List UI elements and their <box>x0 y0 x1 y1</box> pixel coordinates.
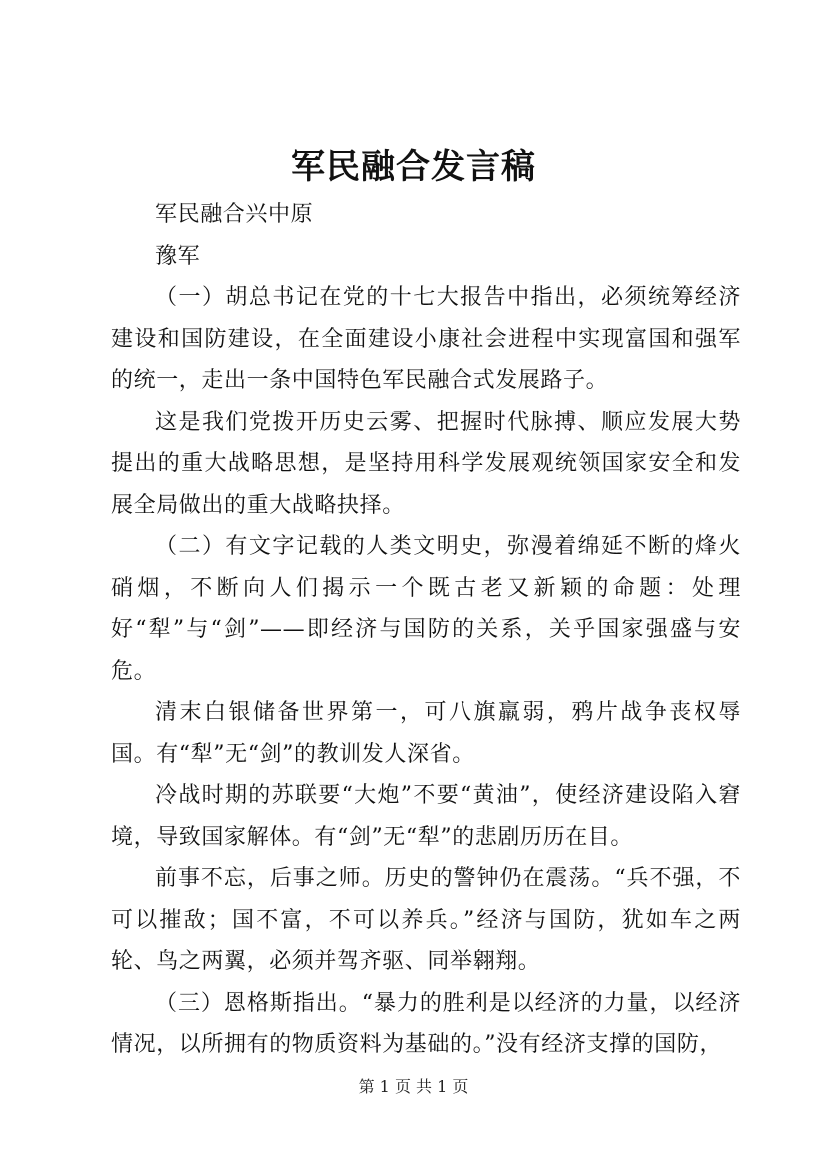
paragraph-1: （一）胡总书记在党的十七大报告中指出，必须统筹经济建设和国防建设，在全面建设小康社会进程中实现富国和强军的统一，走出一条中国特色军民融合式发展路子。 <box>111 285 741 393</box>
page-footer: 第 1 页 共 1 页 <box>358 1077 469 1096</box>
paragraph-4: 清末白银储备世界第一，可八旗羸弱，鸦片战争丧权辱国。有“犁”无“剑”的教训发人深省。 <box>111 700 741 767</box>
subtitle-line: 军民融合兴中原 <box>155 202 314 227</box>
author-line: 豫军 <box>155 243 201 269</box>
document-body <box>111 194 741 1066</box>
paragraph-2: 这是我们党拨开历史云雾、把握时代脉搏、顺应发展大势提出的重大战略思想，是坚持用科学发展观统领国家安全和发展全局做出的重大战略抉择。 <box>111 409 741 518</box>
document-title: 军民融合发言稿 <box>291 147 536 187</box>
paragraph-6: 前事不忘，后事之师。历史的警钟仍在震荡。“兵不强，不可以摧敌；国不富，不可以养兵。”经济与国防，犹如车之两轮、鸟之两翼，必须并驾齐驱、同举翱翔。 <box>111 866 741 974</box>
paragraph-5: 冷战时期的苏联要“大炮”不要“黄油”，使经济建设陷入窘境，导致国家解体。有“剑”无“犁”的悲剧历历在目。 <box>111 783 741 850</box>
paragraph-3: （二）有文字记载的人类文明史，弥漫着绵延不断的烽火硝烟，不断向人们揭示一个既古老又新颖的命题：处理好“犁”与“剑”——即经济与国防的关系，关乎国家强盛与安危。 <box>111 534 741 684</box>
paragraph-7: （三）恩格斯指出。“暴力的胜利是以经济的力量，以经济情况，以所拥有的物质资料为基础的。”没有经济支撑的国防， <box>111 990 741 1057</box>
